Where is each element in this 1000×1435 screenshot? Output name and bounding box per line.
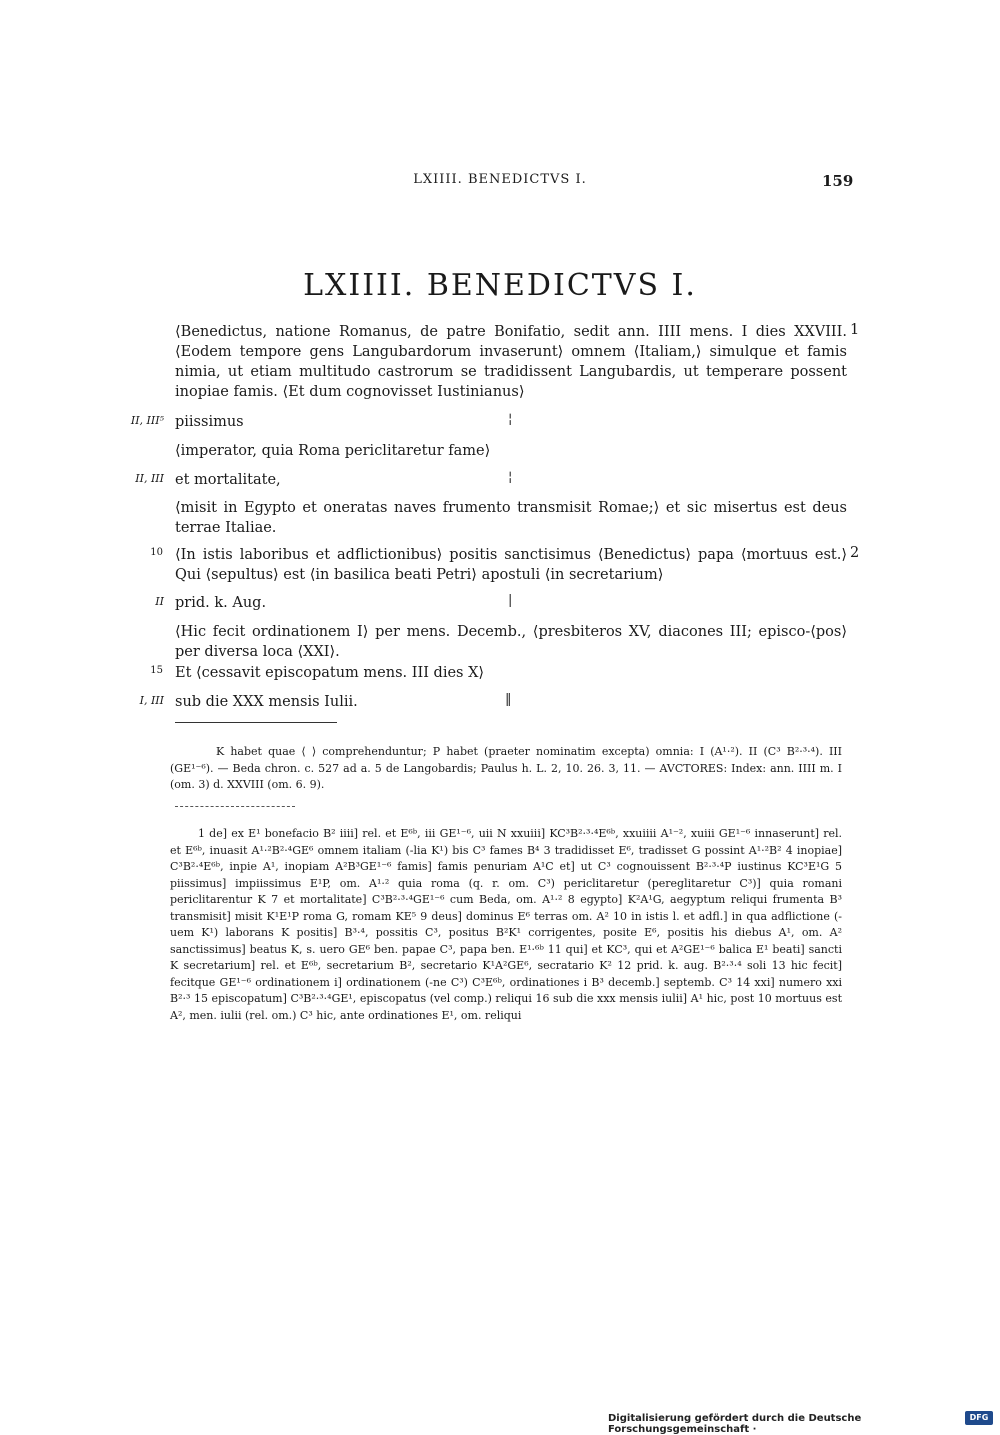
line-prid: prid. k. Aug.	[175, 595, 267, 611]
chapter-number-2: 2	[850, 545, 860, 561]
sources-note: K habet quae ⟨ ⟩ comprehenduntur; P habet (praeter nominatim excepta) omnia: I (A¹·²). II (C³ B²·³·⁴). III (GE¹⁻⁶). — Beda chron. c. 527 ad a. 5 de Langobardis; Paulus h. L. 2, 10. 26. 3, 11. — AVCTORES: Index: ann. IIII m. I (om. 3) d. XXVIII (om. 6. 9).	[170, 745, 842, 791]
line-cessavit: Et ⟨cessavit episcopatum mens. III dies X⟩	[175, 665, 485, 681]
line-imperator: ⟨imperator, quia Roma periclitaretur fame⟩	[175, 443, 491, 459]
running-head: LXIIII. BENEDICTVS I.	[413, 172, 587, 187]
page-number: 159	[822, 172, 854, 190]
page-title: LXIIII. BENEDICTVS I.	[303, 268, 697, 303]
sidenote-manuscripts-3: II	[155, 595, 164, 608]
paragraph-in-istis: ⟨In istis laboribus et adflictionibus⟩ positis sanctisimus ⟨Benedictus⟩ papa ⟨mortuus est.⟩ Qui ⟨sepultus⟩ est ⟨in basilica beati Petri⟩ apostuli ⟨in secretarium⟩	[175, 547, 847, 583]
variant-mark-4: ‖	[505, 692, 512, 707]
paragraph-intro: ⟨Benedictus, natione Romanus, de patre Bonifatio, sedit ann. IIII mens. I dies XXVIII. ⟨Eodem tempore gens Langubardorum invaserunt⟩ omnem ⟨Italiam,⟩ simulque et famis nimia, ut etiam multitudo castrorum se tradidissent Langubardis, ut temperare possent inopiae famis. ⟨Et dum cognovisset Iustinianus⟩	[175, 324, 847, 400]
line-number-10: 10	[150, 547, 163, 558]
sidenote-manuscripts-2: II, III	[135, 472, 164, 485]
critical-apparatus: 1 de] ex E¹ bonefacio B² iiii] rel. et E⁶ᵇ, iii GE¹⁻⁶, uii N xxuiii] KC³B²·³·⁴E⁶ᵇ, xxuiiii A¹⁻², xuiii GE¹⁻⁶ innaserunt] rel. et E⁶ᵇ, inuasit A¹·²B²·⁴GE⁶ omnem italiam (-lia K¹) bis C³ fames B⁴ 3 tradidisset E⁶, tradisset G possint A¹·²B² 4 inopiae] C³B²·⁴E⁶ᵇ, inpie A¹, inopiam A²B³GE¹⁻⁶ famis] famis penuriam A¹C et] ut C³ cognouissent B²·³·⁴P iustinus KC³E¹G 5 piissimus] impiissimus E¹P, om. A¹·² quia roma (q. r. om. C³) periclitaretur (pereglitaretur C³)] quia romani periclitarentur K 7 et mortalitate] C³B²·³·⁴GE¹⁻⁶ cum Beda, om. A¹·² 8 egypto] K²A¹G, aegyptum reliqui frumenta B³ transmisit] misit K¹E¹P roma G, romam KE⁵ 9 deus] dominus E⁶ terras om. A² 10 in istis l. et adfl.] in qua adflictione (-uem K¹) laborans K positis] B³·⁴, possitis C³, positus B²K¹ corrigentes, posite E⁶, positis his diebus A¹, om. A² sanctissimus] beatus K, s. uero GE⁶ ben. papae C³, papa ben. E¹·⁶ᵇ 11 qui] et KC³, qui et A²GE¹⁻⁶ balica E¹ beati] sancti K secretarium] rel. et E⁶ᵇ, secretarium B², secretario K¹A²GE⁶, secratario K² 12 prid. k. aug. B²·³·⁴ soli 13 hic fecit] fecitque GE¹⁻⁶ ordinationem i] ordinationem (-ne C³) C³E⁶ᵇ, ordinationes i B³ decemb.] septemb. C³ 14 xxi] numero xxi B²·³ 15 episcopatum] C³B²·³·⁴GE¹, episcopatus (vel comp.) reliqui 16 sub die xxx mensis iulii] A¹ hic, post 10 mortuus est A², men. iulii (rel. om.) C³ hic, ante ordinationes E¹, om. reliqui	[170, 827, 842, 1022]
variant-mark-2: ¦	[508, 470, 513, 485]
chapter-number-1: 1	[850, 322, 860, 338]
line-number-15: 15	[150, 665, 163, 676]
line-mortalitate: et mortalitate,	[175, 472, 281, 488]
variant-mark-3: |	[508, 593, 513, 608]
paragraph-hic-fecit: ⟨Hic fecit ordinationem I⟩ per mens. Decemb., ⟨presbiteros XV, diacones III; episco-⟨pos⟩ per diversa loca ⟨XXI⟩.	[175, 624, 847, 660]
text-divider	[175, 722, 337, 723]
funding-notice: Digitalisierung gefördert durch die Deutsche Forschungsgemeinschaft ·	[608, 1413, 862, 1435]
sidenote-manuscripts-1: II, III⁵	[130, 414, 164, 427]
sidenote-manuscripts-4: I, III	[139, 694, 164, 707]
paragraph-misit: ⟨misit in Egypto et oneratas naves frumento transmisit Romae;⟩ et sic misertus est deus terrae Italiae.	[175, 500, 847, 536]
variant-mark-1: ¦	[508, 412, 513, 427]
notes-divider	[175, 806, 295, 808]
line-piissimus: piissimus	[175, 414, 244, 430]
dfg-logo: DFG	[965, 1411, 993, 1425]
line-sub-die: sub die XXX mensis Iulii.	[175, 694, 358, 710]
